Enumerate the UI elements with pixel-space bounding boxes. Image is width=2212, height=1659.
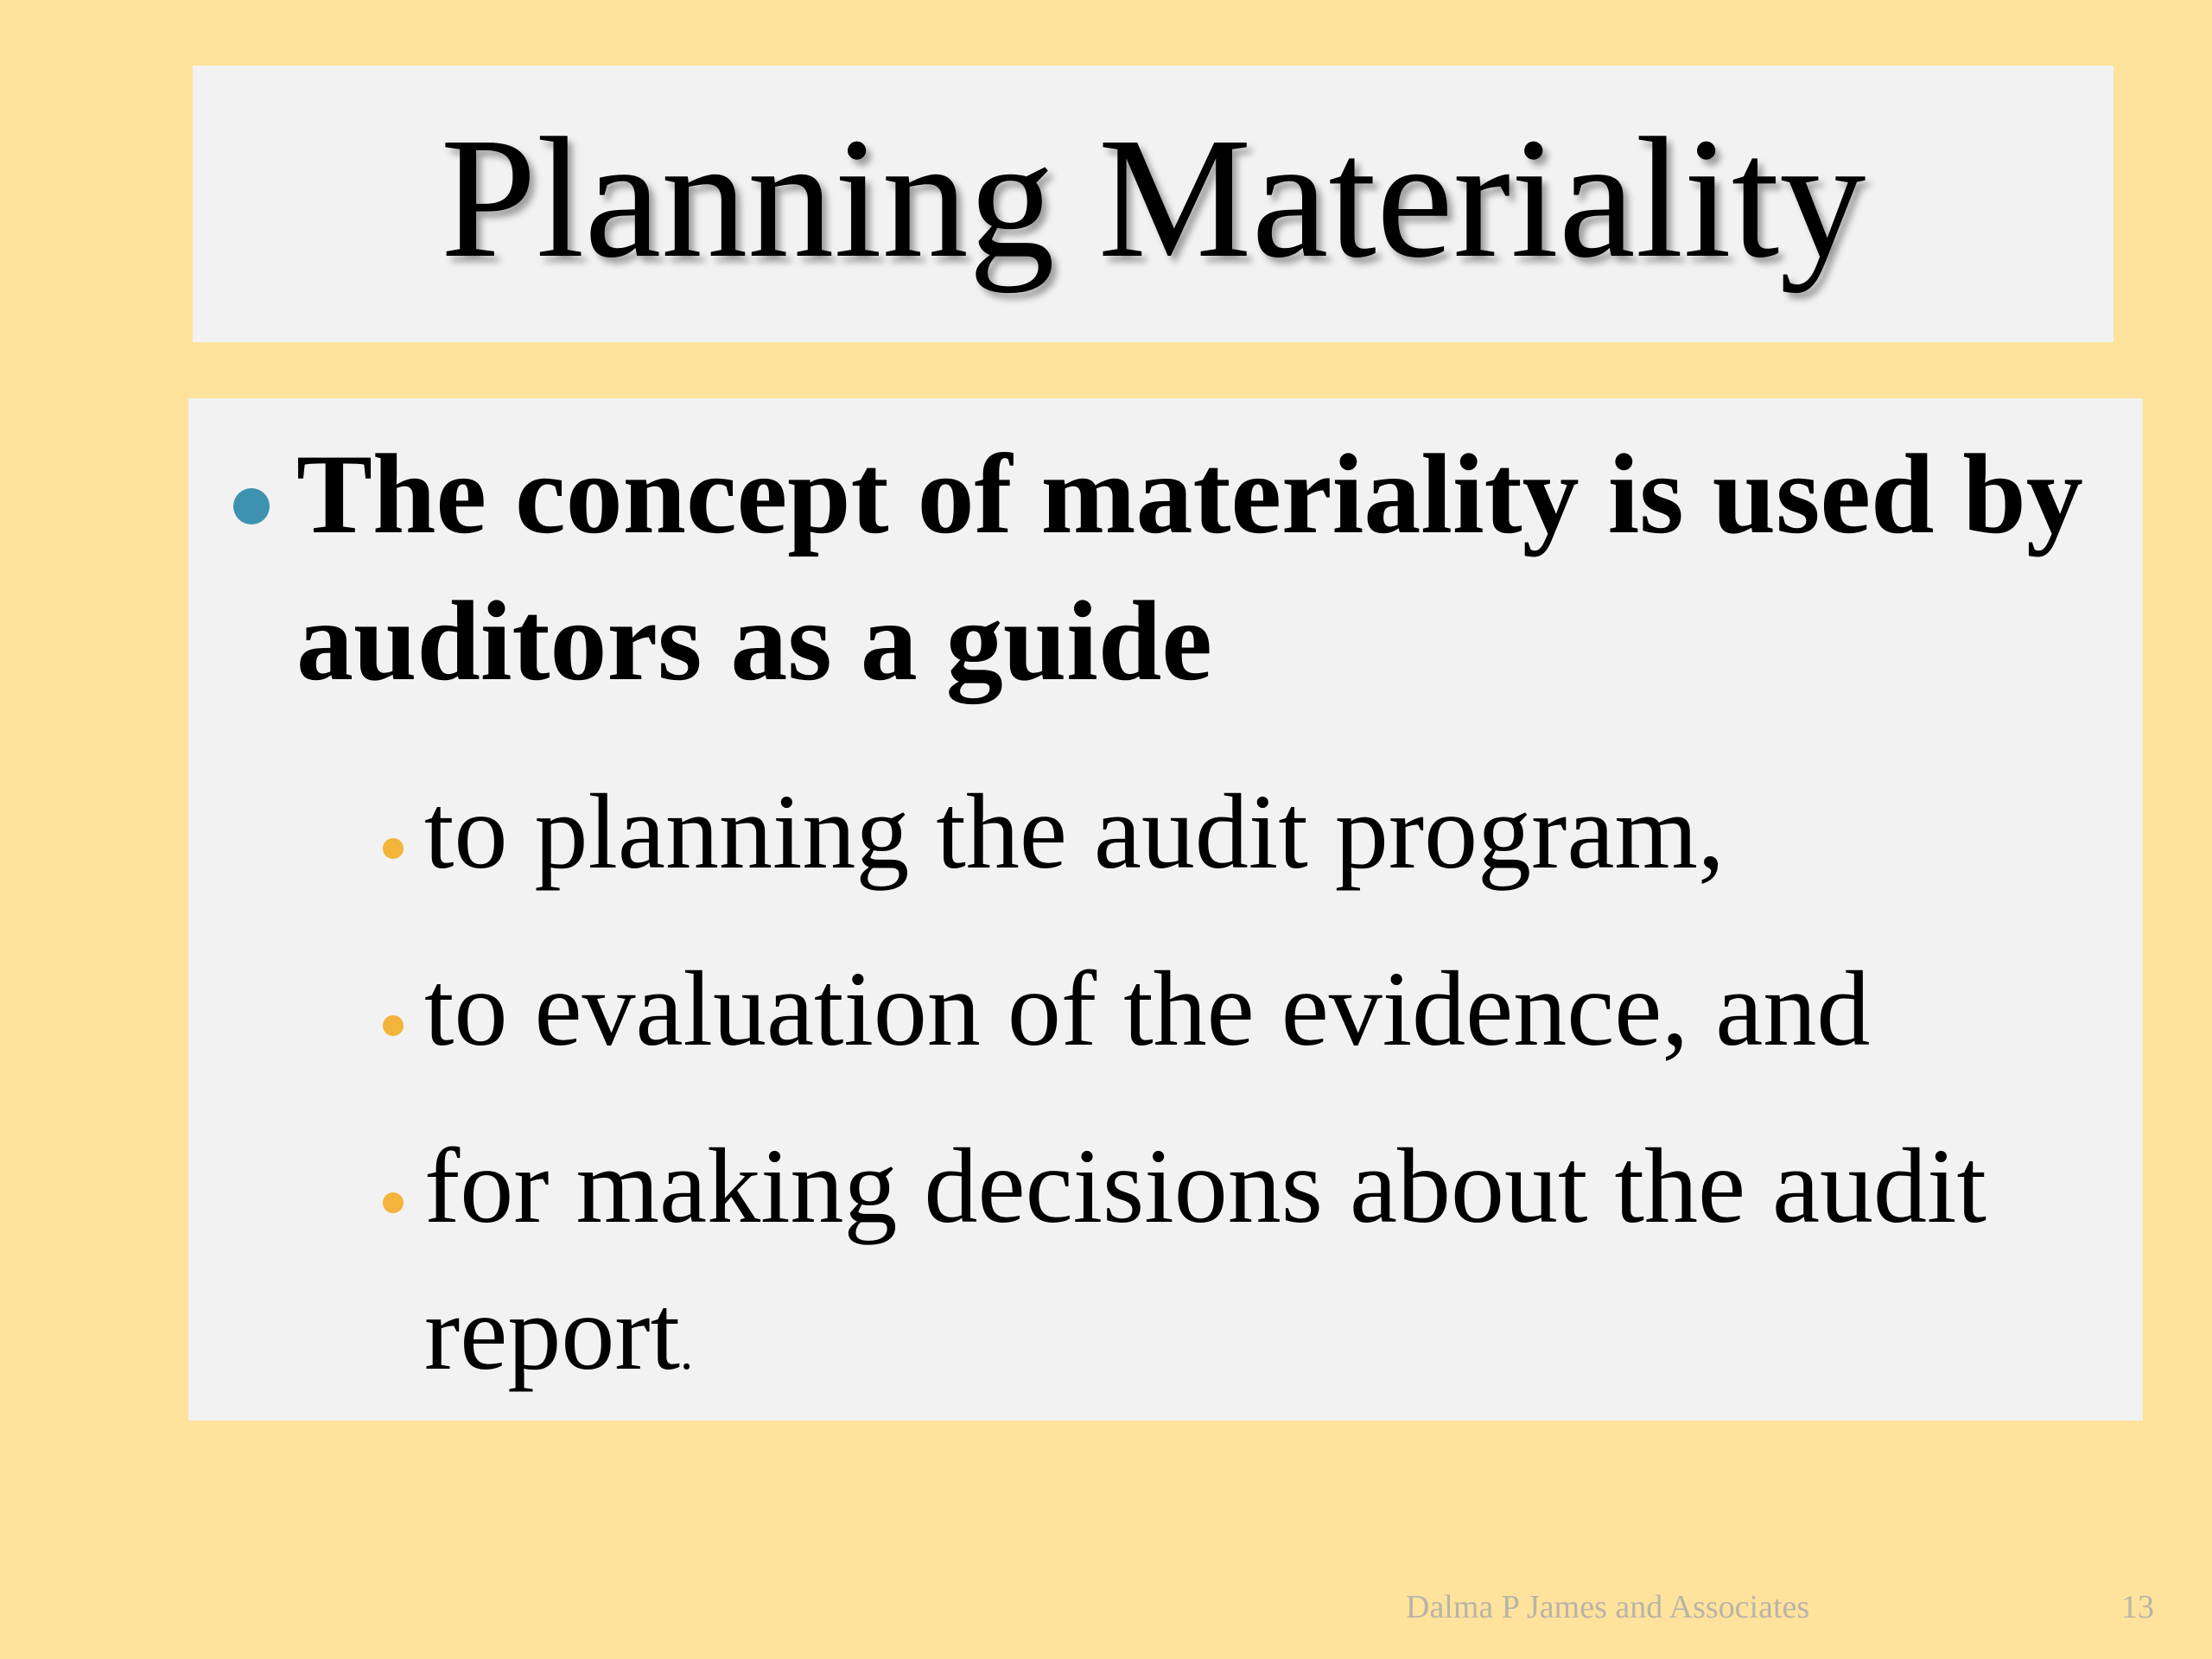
sub-bullet-dot-icon — [383, 838, 404, 859]
slide-title: Planning Materiality — [440, 103, 1866, 294]
main-bullet-item — [233, 421, 2117, 715]
page-number: 13 — [2121, 1589, 2154, 1625]
sub-bullet-item — [383, 1113, 2128, 1425]
sub-bullet-text: for making decisions about the audit report — [424, 1127, 1986, 1392]
content-panel — [188, 398, 2143, 1421]
sentence-period: . — [680, 1323, 694, 1380]
sub-bullet-item — [383, 936, 2128, 1083]
main-bullet-text: The concept of materiality is used by auditors as a guide — [296, 430, 2083, 704]
sub-bullet-item — [383, 759, 2128, 906]
footer-text: Dalma P James and Associates — [1406, 1589, 1810, 1625]
sub-bullet-text: to evaluation of the evidence, and — [424, 950, 1871, 1068]
sub-bullet-text: to planning the audit program, — [424, 772, 1725, 891]
sub-bullet-dot-icon — [383, 1015, 404, 1036]
sub-bullet-dot-icon — [383, 1192, 404, 1213]
title-panel — [193, 66, 2113, 342]
bullet-dot-icon — [233, 488, 270, 524]
sub-bullet-text-wrapper — [424, 1113, 2126, 1425]
